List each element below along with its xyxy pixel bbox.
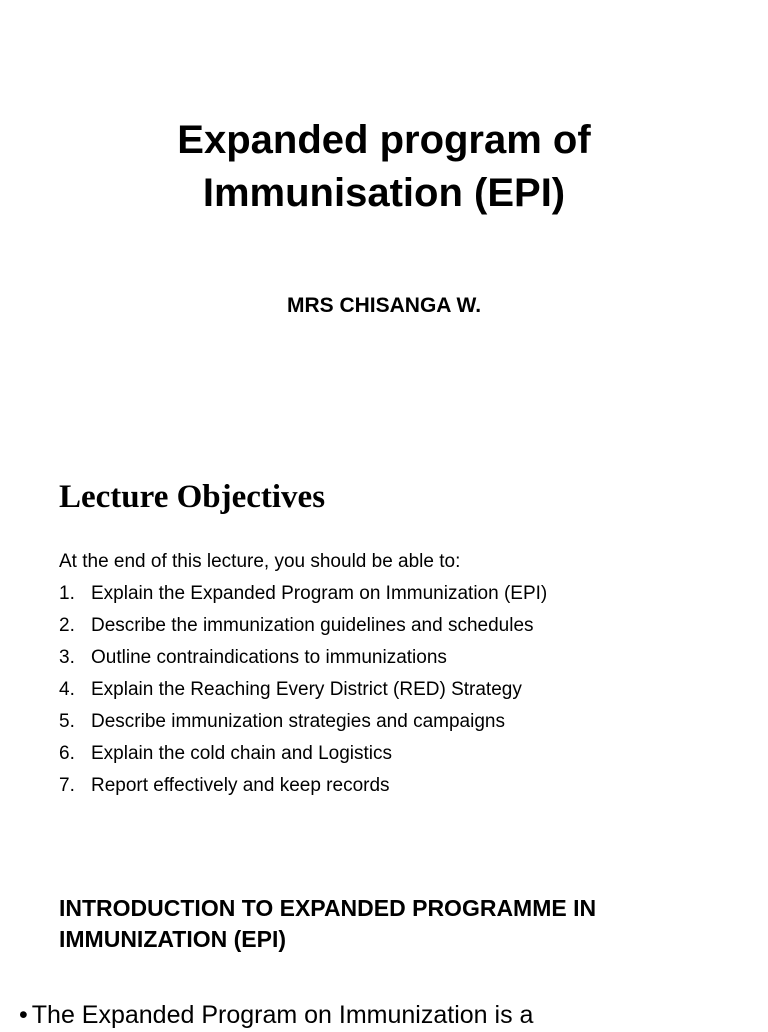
objective-number: 5. <box>59 711 75 732</box>
objective-text: Outline contraindications to immunizations <box>91 647 447 668</box>
objective-item <box>59 709 547 741</box>
objective-item <box>59 773 547 805</box>
objective-item <box>59 645 547 677</box>
objective-number: 3. <box>59 647 75 668</box>
objective-number: 6. <box>59 743 75 764</box>
objective-text: Report effectively and keep records <box>91 775 390 796</box>
objective-number: 2. <box>59 615 75 636</box>
objective-text: Explain the Expanded Program on Immunization (EPI) <box>91 583 548 604</box>
objective-item <box>59 613 547 645</box>
slide-title-line-1: Expanded program of <box>177 118 591 162</box>
author-name: MRS CHISANGA W. <box>286 294 482 317</box>
bullet-icon: • <box>19 1001 28 1029</box>
objective-item <box>59 677 547 709</box>
bullet-point <box>19 998 533 1032</box>
objective-item <box>59 581 547 613</box>
slide-title <box>0 114 768 220</box>
objectives-heading: Lecture Objectives <box>59 479 326 515</box>
objective-text: Describe the immunization guidelines and schedules <box>91 615 534 636</box>
objective-number: 4. <box>59 679 75 700</box>
objectives-intro: At the end of this lecture, you should be able to: <box>59 551 461 572</box>
objective-number: 1. <box>59 583 75 604</box>
objective-text: Explain the Reaching Every District (RED) Strategy <box>91 679 522 700</box>
objective-text: Explain the cold chain and Logistics <box>91 743 393 764</box>
objectives-list <box>59 581 547 805</box>
introduction-heading: INTRODUCTION TO EXPANDED PROGRAMME IN IMMUNIZATION (EPI) <box>59 895 597 952</box>
slide-title-line-2: Immunisation (EPI) <box>202 171 566 215</box>
objective-item <box>59 741 547 773</box>
objective-text: Describe immunization strategies and campaigns <box>91 711 505 732</box>
bullet-text: The Expanded Program on Immunization is a <box>31 1001 534 1029</box>
objective-number: 7. <box>59 775 75 796</box>
